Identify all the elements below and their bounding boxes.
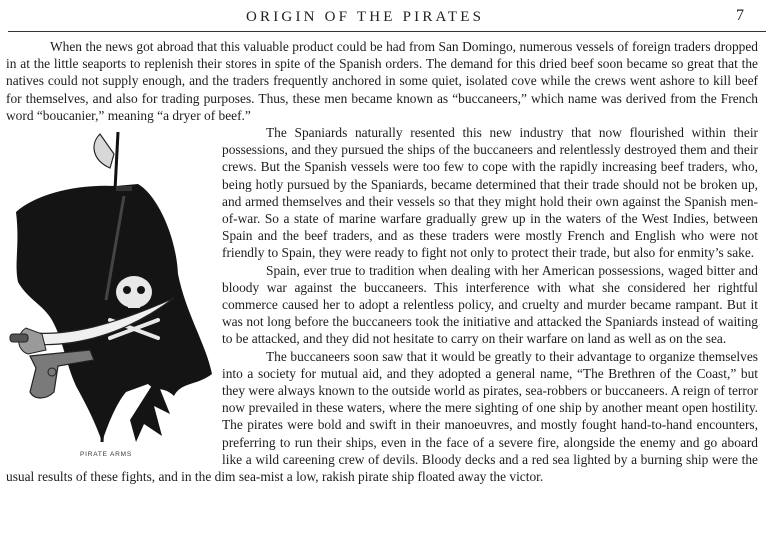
body-text	[6, 38, 758, 485]
paragraph-1	[6, 38, 758, 124]
running-title: ORIGIN OF THE PIRATES	[246, 9, 485, 25]
paragraph-1-text: When the news got abroad that this valuable product could be had from San Domingo, numerous vessels of foreign traders dropped in at the little seaports to replenish their stores in spite of the Spanish orders. The demand for this dried beef soon became so great that the natives could not supply enough, and the traders frequently anchored in some quiet, isolated cove while the crews went ashore to kill beef for themselves, and also for trading purposes. Thus, these men became known as “buccaneers,” which name was derived from the French word “boucanier,” meaning “a dryer of beef.”	[6, 39, 758, 123]
paragraph-4-text: The buccaneers soon saw that it would be greatly to their advantage to organize themselves into a society for mutual aid, and they adopted a general name, “The Brethren of the Coast,” but they were always known to the outside world as pirates, sea-robbers or buccaneers. A reign of terror now prevailed in these waters, where the mere sighting of one ship by another meant open hostility. The pirates were bold and swift in their manoeuvres, and mostly fought hand-to-hand encounters, preferring to run their ships, even in the face of a severe fire, alongside the enemy and go aboard like a wild careening crew of devils. Bloody decks and a red sea lighted by a burning ship were the usual results of these fights, and in the dim sea-mist a low, rakish pirate ship floated away the victor.	[6, 348, 758, 485]
pirate-arms-figure	[6, 124, 214, 462]
paragraph-2-text: The Spaniards naturally resented this new industry that now flourished within their possessions, and they pursued the ships of the buccaneers and relentlessly destroyed them and their crews. But the Spanish vessels were too few to cope with the rapidly increasing beef traders, who, being hotly pursued by the Spaniards, became determined that their trade should not be broken up, and armed themselves and their vessels so that they might hold their own against the Spanish men-of-war. So a state of marine warfare gradually grew up in the waters of the West Indies, between Spain and the beef traders, and as these traders were mostly French and English who were not friendly to Spain, they were ready to fight not only to protect their trade, but also for enmity’s sake.	[222, 125, 758, 261]
page-number: 7	[736, 7, 744, 24]
pirate-flag-illustration-icon	[6, 124, 214, 444]
running-head	[0, 7, 774, 31]
header-rule	[8, 31, 766, 32]
paragraph-3-text: Spain, ever true to tradition when dealing with her American possessions, waged bitter and bloody war against the buccaneers. This interference with what she considered her rightful commerce caused her to adopt a relentless policy, and cruelty and murder became rampant. But it was not long before the buccaneers took the initiative and attacked the Spaniards instead of waiting to be attacked, and they did not hesitate to carry on their warfare on land as well as on the sea.	[222, 262, 758, 347]
figure-caption: PIRATE ARMS	[80, 451, 133, 459]
